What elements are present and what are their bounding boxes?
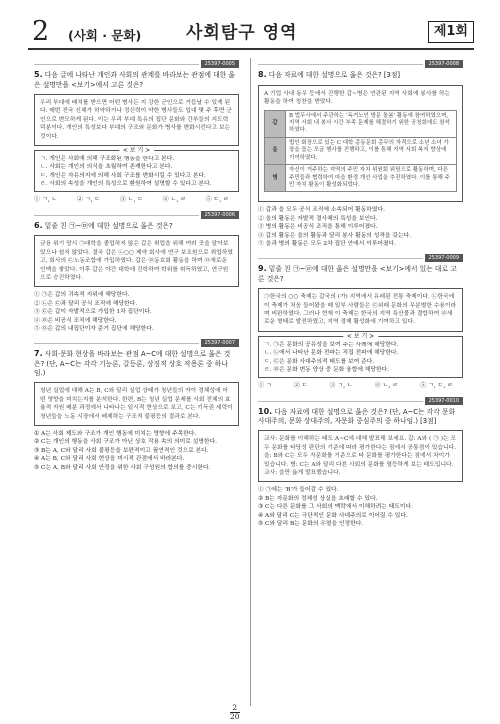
answer-choice[interactable]: ③ 병의 활동은 비공식 조직을 통해 이루어졌다. — [258, 224, 378, 231]
question-text: 다음 자료에 대한 설명으로 옳은 것은? [3점] — [268, 71, 401, 79]
row-label: 병 — [265, 165, 286, 192]
answer-option[interactable]: ④ ㄴ, ㄹ — [162, 196, 187, 204]
table-row — [265, 137, 457, 164]
question-stem — [258, 407, 463, 427]
bogi-title: < 보 기 > — [119, 147, 154, 156]
bogi-box — [258, 332, 463, 379]
answer-option[interactable]: ② ㄱ, ㄷ — [76, 196, 101, 204]
answer-option[interactable]: ① ㄱ, ㄴ — [34, 196, 58, 204]
answer-choices — [258, 486, 463, 528]
page-footer — [230, 704, 240, 722]
question-code: 25397-0007 — [201, 339, 239, 347]
question-code-bar — [258, 60, 463, 68]
answer-choice[interactable]: ② C는 개인의 행동을 사회 구조가 아닌 상호 작용 속의 의미로 설명한다. — [34, 439, 217, 446]
answer-choice[interactable]: ③ ㉢은 갑이 자발적으로 가입한 1차 집단이다. — [34, 309, 152, 316]
question-number: 9. — [258, 264, 267, 274]
page-fraction — [230, 704, 240, 721]
answer-choice[interactable]: ③ C는 다른 문화를 그 사회의 맥락에서 이해하려는 태도이다. — [258, 504, 414, 511]
current-page: 2 — [230, 704, 240, 713]
bogi-item: ㄴ. ㉡에서 나타난 문화 전파는 직접 전파에 해당한다. — [264, 350, 399, 357]
row-label: 을 — [265, 137, 286, 164]
answer-option[interactable]: ⑤ ㄱ, ㄷ, ㄹ — [420, 382, 453, 390]
passage-box: 우리 부대에 배치를 받으면 어떤 병사든 지 강한 군인으로 거듭날 수 있게 된다. 매번 전국 신체가 허약하거나 정신력이 약한 병사들도 입대 몇 주 후면 군인으로 변모하게 된다. 이는 우리 부대 특유의 집단 문화와 간부들의 지도력 덕분이다. 개인의 특성보다 부대의 구조와 문화가 병사를 변화시킨다고 보는 것이다. — [34, 94, 239, 146]
question-stem — [258, 264, 463, 284]
question-9 — [258, 254, 463, 390]
question-code-bar — [258, 397, 463, 405]
passage-box: 금융 위기 당시 ㉠대학을 졸업하지 않은 갑은 취업을 위해 여러 곳을 알아보았으나 쉽지 않았다. 결국 갑은 ㉡○○ 제약 회사에 연구 보조원으로 취업하였고, 회사의 ㉢노동조합에 가입하였다. 갑은 ㉣동호회 활동을 하며 ㉤새로운 인맥을 쌓았다. 이후 갑은 야간 대학에 진학하여 학위를 취득하였고, 연구원으로 승진하였다. — [34, 235, 239, 287]
question-stem — [258, 70, 463, 81]
answer-choice[interactable]: ⑤ ㉤은 갑의 내집단이자 준거 집단에 해당한다. — [34, 325, 154, 332]
row-text: 법인 회장으로 있는 C 대학 총동문회 총무의 자격으로 소년 소녀 가장을 돕는 모금 행사를 진행하고, 이를 통해 지역 사회 복지 향상에 기여하였다. — [286, 137, 457, 164]
answer-options — [258, 382, 463, 390]
bogi-item: ㄹ. 사회의 속성을 개인의 특성으로 환원하여 설명할 수 있다고 본다. — [40, 181, 212, 188]
passage-box: 청년 실업에 대해 A는 B, C와 달리 실업 상태가 청년들의 자아 정체성에 어떤 영향을 미치는지를 분석한다. 한편, B는 청년 실업 문제를 사회 전체의 효율적 자원 배분 과정에서 나타나는 일시적 현상으로 보고, C는 기득권 세력이 청년들을 노동 시장에서 배제하는 구조적 불평등의 결과로 본다. — [34, 382, 239, 426]
total-pages: 20 — [230, 712, 240, 721]
question-stem — [34, 70, 239, 90]
question-code: 25397-0005 — [201, 60, 239, 68]
answer-choices — [258, 206, 463, 248]
answer-option[interactable]: ④ ㄴ, ㄹ — [374, 382, 399, 390]
question-code-bar — [258, 254, 463, 262]
answer-choices — [34, 291, 239, 333]
bogi-item: ㄷ. 개인은 자유의지에 의해 사회 구조를 변화시킬 수 있다고 본다. — [40, 172, 206, 179]
answer-option[interactable]: ② ㄷ — [293, 382, 308, 390]
bogi-item: ㄱ. ㉠은 문화의 공유성을 보여 주는 사례에 해당한다. — [264, 341, 399, 348]
passage-box: 교사: 문화를 이해하는 태도 A~C에 대해 발표해 보세요. 갑: A와 ( ㉠ )는 모두 문화를 타당성 판단의 기준에 따라 평가한다는 점에서 공통점이 있습니다. 을: B와 C는 모두 자문화를 기준으로 타 문화를 평가한다는 점에서 차이가 있습니다. 병: C는 A와 달리 다른 사회의 문화를 열등하게 보는 태도입니다. 교사: 을만 옳게 발표했습니다. — [258, 430, 463, 482]
question-code: 25397-0009 — [425, 254, 463, 262]
answer-choice[interactable]: ② ㉡은 ㉢과 달리 공식 조직에 해당한다. — [34, 300, 138, 307]
answer-choice[interactable]: ① A는 사회 제도와 구조가 개인 행동에 미치는 영향에 주목한다. — [34, 430, 197, 437]
answer-choice[interactable]: ④ A는 B, C와 달리 사회 현상을 미시적 관점에서 바라본다. — [34, 456, 185, 463]
table-row — [265, 165, 457, 192]
question-code: 25397-0010 — [425, 397, 463, 405]
passage-box: ㉠한국의 ○○ 축제는 갑국의 (가) 지역에서 유래된 전통 축제이다. ㉡한국에 이 축제가 처음 들어왔을 때 일부 사람들은 ㉢외래 문화의 무분별한 수용이라며 비판하였다. 그러나 현재 이 축제는 한국의 지역 특산물과 결합하여 ㉣새로운 형태로 발전하였고, 지역 경제 활성화에 기여하고 있다. — [258, 288, 463, 332]
right-column — [258, 60, 463, 534]
question-6 — [34, 211, 239, 334]
bogi-item: ㄹ. ㉣은 문화 변동 양상 중 문화 융합에 해당한다. — [264, 367, 390, 374]
answer-options — [34, 196, 239, 204]
bogi-item: ㄴ. 사회는 개인의 의식을 초월하여 존재한다고 본다. — [40, 164, 173, 171]
question-code-bar — [34, 60, 239, 68]
activity-table — [264, 110, 457, 193]
table-row — [265, 110, 457, 137]
question-5 — [34, 60, 239, 205]
question-number: 10. — [258, 406, 273, 416]
question-code: 25397-0006 — [201, 211, 239, 219]
passage-box — [258, 85, 463, 203]
row-label: 갑 — [265, 110, 286, 137]
page-header — [28, 12, 474, 50]
answer-choice[interactable]: ④ ㉣은 비공식 조직에 해당한다. — [34, 317, 117, 324]
question-8 — [258, 60, 463, 248]
question-stem — [34, 349, 239, 378]
passage-intro: A 기업 사내 동우 등에서 진행한 갑~병은 연관된 지역 사회에 봉사를 하는 활동을 하여 칭찬을 받았다. — [264, 90, 451, 106]
question-7 — [34, 339, 239, 472]
answer-choice[interactable]: ⑤ C와 달리 B는 문화의 우열을 인정한다. — [258, 521, 364, 527]
answer-option[interactable]: ③ ㄴ, ㄷ — [119, 196, 144, 204]
question-10 — [258, 397, 463, 529]
question-code: 25397-0008 — [425, 60, 463, 68]
answer-choice[interactable]: ④ A와 달리 C는 극단적인 문화 사대주의로 이어질 수 있다. — [258, 512, 408, 519]
column-divider — [250, 58, 251, 706]
question-stem — [34, 221, 239, 232]
answer-choice[interactable]: ① ㉠에는 'B'가 들어갈 수 있다. — [258, 487, 339, 494]
answer-choice[interactable]: ④ 갑의 활동은 을의 활동과 달리 봉사 활동의 성격을 갖는다. — [258, 232, 412, 239]
round-badge: 제1회 — [428, 21, 474, 43]
bogi-box — [34, 146, 239, 193]
answer-choice[interactable]: ② 을의 활동은 자발적 결사체의 특성을 보인다. — [258, 215, 378, 222]
question-number: 7. — [34, 349, 43, 359]
answer-option[interactable]: ⑤ ㄷ, ㄹ — [205, 196, 229, 204]
row-text: B 법무사에서 주관하는 '독거노인 방문 돌봄' 활동에 참여하였으며, 지역 사회 내 봉사 시간 부족 문제를 해결하기 위한 공청회에도 참석하였다. — [286, 110, 457, 137]
question-text: 밑줄 친 ㉠~㉤에 대한 설명으로 옳은 것은? — [44, 221, 173, 230]
answer-option[interactable]: ① ㄱ — [258, 382, 272, 390]
answer-option[interactable]: ③ ㄱ, ㄴ — [329, 382, 353, 390]
question-number: 5. — [34, 70, 43, 79]
bogi-item: ㄱ. 개인은 사회에 의해 구조화된 행동을 한다고 본다. — [40, 155, 175, 162]
answer-choices — [34, 430, 239, 472]
answer-choice[interactable]: ⑤ C는 A, B와 달리 사회 안정을 위한 사회 구성원의 합의를 중시한다. — [34, 464, 211, 471]
subject-label: (사회 · 문화) — [68, 28, 142, 43]
answer-choice[interactable]: ① ㉠은 갑의 귀속적 지위에 해당한다. — [34, 292, 130, 299]
question-text: 다음 자료에 대한 설명으로 옳은 것은? (단, A~C는 각각 문화 사대주의, 문화 상대주의, 자문화 중심주의 중 하나임.) [3점] — [258, 407, 456, 426]
left-column — [34, 60, 239, 478]
row-text: 자신이 거주하는 지역의 주민 자치 위원회 위원으로 활동하며, 다른 주민들과 협력하여 마을 환경 개선 사업을 추진하였다. 이를 통해 주민 자치 활동이 활성화되었다. — [286, 165, 457, 192]
bogi-title: < 보 기 > — [343, 333, 378, 342]
answer-choice[interactable]: ⑤ 을과 병의 활동은 모두 2차 집단 안에서 이루어졌다. — [258, 240, 397, 247]
question-code-bar — [34, 211, 239, 219]
answer-choice[interactable]: ② B는 자문화의 정체성 상실을 초래할 수 있다. — [258, 495, 378, 502]
exam-title: 사회탐구 영역 — [186, 23, 298, 43]
page-number-large: 2 — [32, 16, 50, 47]
question-text: 밑줄 친 ㉠~㉣에 대한 옳은 설명만을 <보기>에서 있는 대로 고른 것은? — [258, 265, 457, 284]
bogi-item: ㄷ. ㉢은 문화 사대주의적 태도를 보여 준다. — [264, 358, 375, 365]
question-code-bar — [34, 339, 239, 347]
question-text: 사회·문화 현상을 바라보는 관점 A~C에 대한 설명으로 옳은 것은? (단, A~C는 각각 기능론, 갈등론, 상징적 상호 작용론 중 하나임.) — [34, 350, 231, 378]
question-number: 8. — [258, 70, 267, 79]
question-number: 6. — [34, 220, 43, 230]
question-text: 다음 글에 나타난 개인과 사회의 관계를 바라보는 관점에 대한 옳은 설명만을 <보기>에서 고른 것은? — [34, 71, 235, 89]
answer-choice[interactable]: ① 갑과 을 모두 공식 조직에 소속되어 활동하였다. — [258, 207, 385, 214]
answer-choice[interactable]: ③ B는 A, C와 달리 사회 불평등을 보편적이고 필연적인 것으로 본다. — [34, 447, 209, 454]
